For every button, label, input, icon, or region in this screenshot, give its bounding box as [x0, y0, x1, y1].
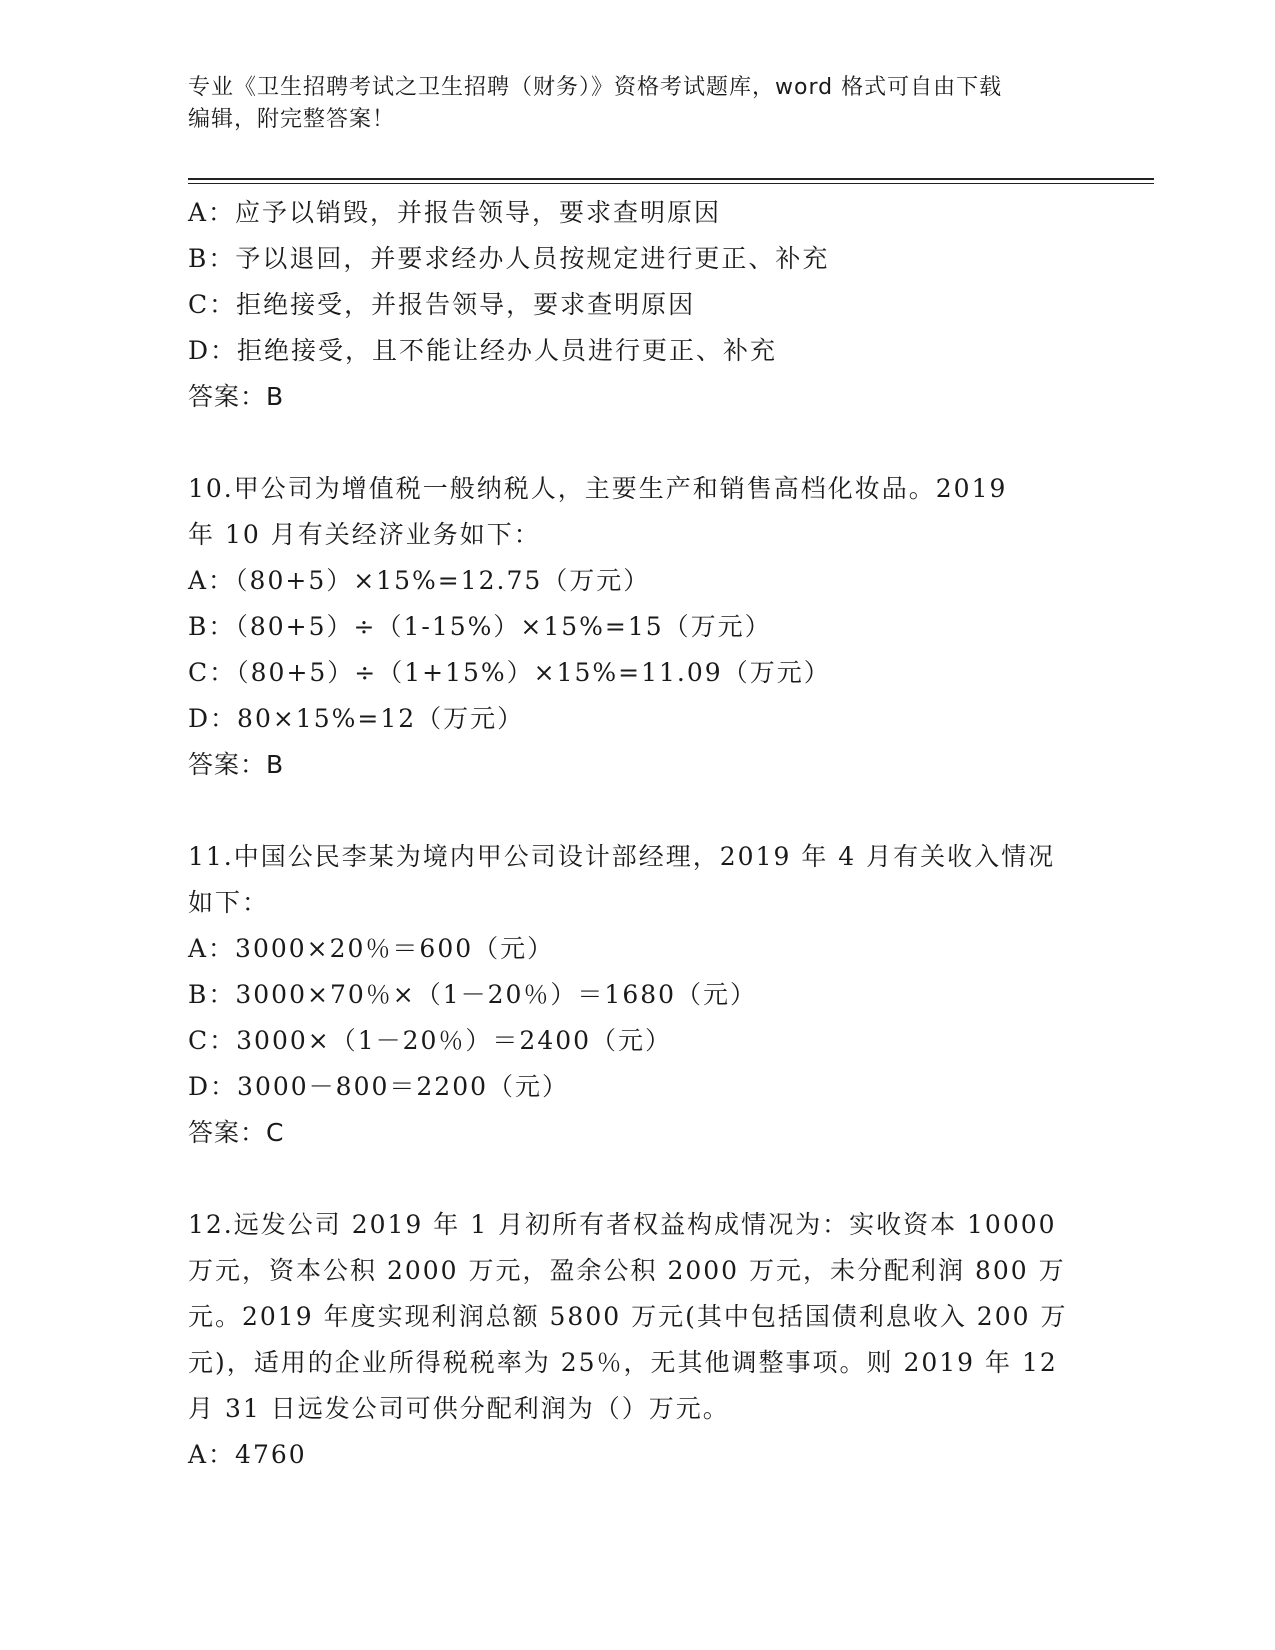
question-text-line: 如下： [188, 888, 270, 917]
question-text-line: 月 31 日远发公司可供分配利润为（）万元。 [188, 1394, 730, 1423]
block-spacer [188, 420, 1088, 466]
question-block-10 [188, 466, 1088, 788]
document-header [188, 72, 1088, 136]
question-block-11 [188, 834, 1088, 1156]
option-d: D：3000－800＝2200（元） [188, 1072, 570, 1101]
option-d: D：80×15%=12（万元） [188, 704, 525, 733]
question-block-9 [188, 190, 1088, 420]
option-b: B：3000×70％×（1－20％）＝1680（元） [188, 980, 758, 1009]
option-c: C：3000×（1－20％）＝2400（元） [188, 1026, 673, 1055]
question-text-line: 年 10 月有关经济业务如下： [188, 520, 541, 549]
option-a: A：4760 [188, 1440, 307, 1469]
question-content [188, 190, 1088, 1478]
option-c: C：拒绝接受，并报告领导，要求查明原因 [188, 290, 696, 319]
answer-line: 答案：B [188, 382, 285, 411]
option-a: A：3000×20％＝600（元） [188, 934, 555, 963]
option-c: C：（80+5）÷（1+15%）×15%=11.09（万元） [188, 658, 831, 687]
question-text-line: 12.远发公司 2019 年 1 月初所有者权益构成情况为：实收资本 10000 [188, 1210, 1057, 1239]
header-line-2: 编辑，附完整答案！ [188, 107, 396, 132]
option-b: B：（80+5）÷（1-15%）×15%=15（万元） [188, 612, 772, 641]
option-b: B：予以退回，并要求经办人员按规定进行更正、补充 [188, 244, 830, 273]
answer-line: 答案：C [188, 1118, 285, 1147]
question-text-line: 万元，资本公积 2000 万元，盈余公积 2000 万元，未分配利润 800 万 [188, 1256, 1066, 1285]
answer-line: 答案：B [188, 750, 285, 779]
header-line-1: 专业《卫生招聘考试之卫生招聘（财务）》资格考试题库，word 格式可自由下载 [188, 75, 1003, 100]
question-block-12 [188, 1202, 1088, 1478]
option-a: A：应予以销毁，并报告领导，要求查明原因 [188, 198, 722, 227]
block-spacer [188, 788, 1088, 834]
header-divider-thin [188, 183, 1154, 184]
block-spacer [188, 1156, 1088, 1202]
header-divider-thick [188, 178, 1154, 180]
question-text-line: 11.中国公民李某为境内甲公司设计部经理，2019 年 4 月有关收入情况 [188, 842, 1056, 871]
option-d: D：拒绝接受，且不能让经办人员进行更正、补充 [188, 336, 778, 365]
question-text-line: 元。2019 年度实现利润总额 5800 万元(其中包括国债利息收入 200 万 [188, 1302, 1068, 1331]
option-a: A：（80+5）×15%=12.75（万元） [188, 566, 651, 595]
question-text-line: 元)，适用的企业所得税税率为 25％，无其他调整事项。则 2019 年 12 [188, 1348, 1058, 1377]
question-text-line: 10.甲公司为增值税一般纳税人，主要生产和销售高档化妆品。2019 [188, 474, 1008, 503]
